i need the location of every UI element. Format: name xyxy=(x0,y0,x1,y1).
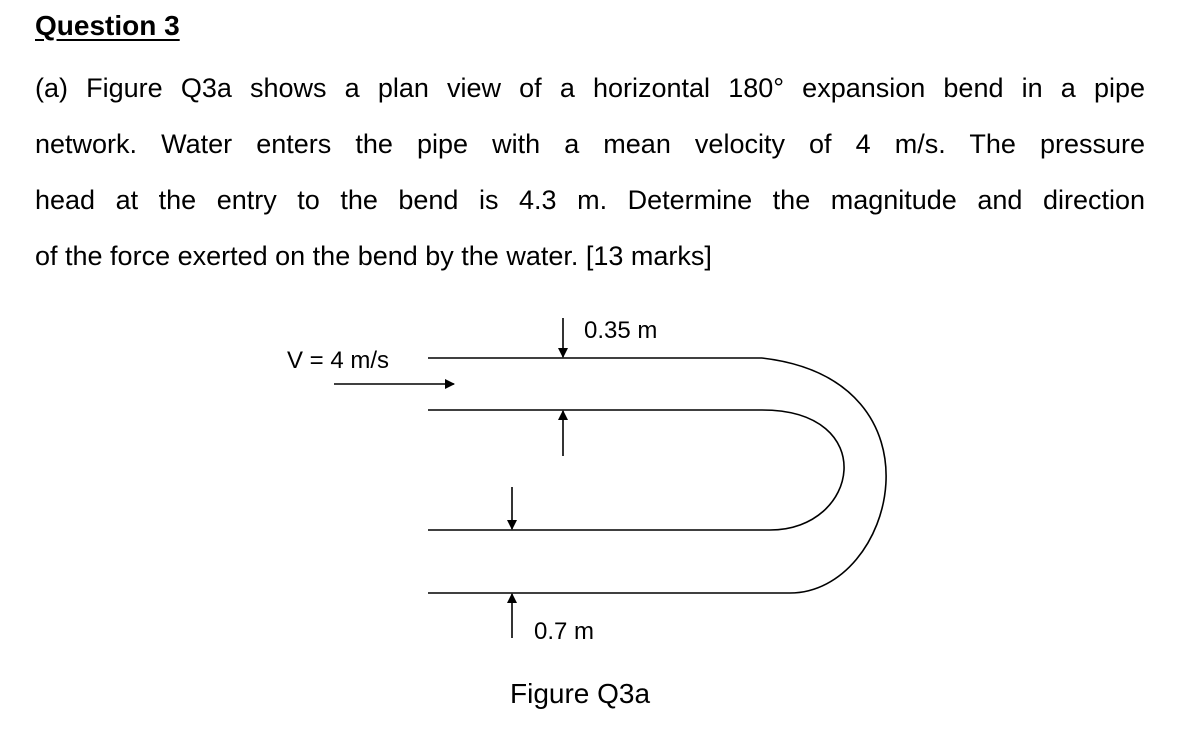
inlet-pipe xyxy=(428,358,762,410)
question-line-3: head at the entry to the bend is 4.3 m. Determine the magnitude and direction xyxy=(35,185,1145,215)
bend-outer-curve xyxy=(762,358,886,593)
outlet-diameter-label: 0.7 m xyxy=(534,618,595,645)
inlet-velocity-label: V = 4 m/s xyxy=(287,347,390,374)
figure-caption: Figure Q3a xyxy=(510,678,651,709)
question-line-1: (a) Figure Q3a shows a plan view of a horizontal 180° expansion bend in a pipe xyxy=(35,73,1145,103)
question-heading: Question 3 xyxy=(35,10,180,41)
bend-curves xyxy=(762,358,886,593)
question-line-2: network. Water enters the pipe with a mean velocity of 4 m/s. The pressure xyxy=(35,129,1145,159)
question-line-4: of the force exerted on the bend by the water. [13 marks] xyxy=(35,241,712,271)
outlet-pipe xyxy=(428,530,790,593)
bend-figure xyxy=(0,300,1186,738)
bend-diagram xyxy=(0,300,1186,738)
inlet-diameter-label: 0.35 m xyxy=(584,317,658,344)
question-text xyxy=(35,60,1145,284)
bend-inner-curve xyxy=(762,410,844,530)
